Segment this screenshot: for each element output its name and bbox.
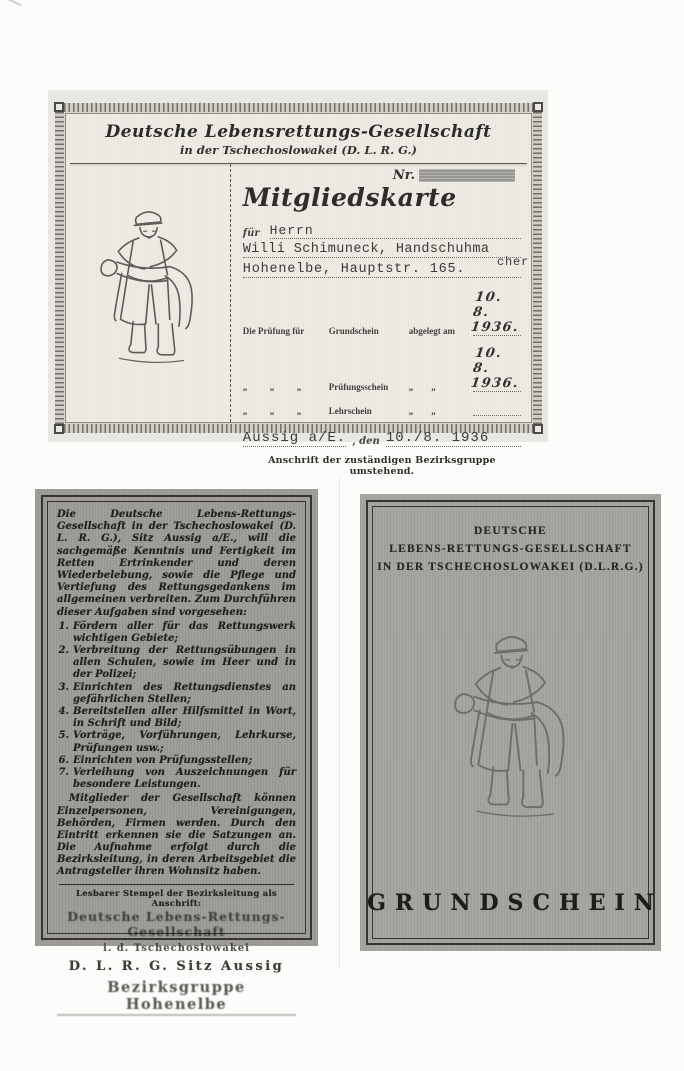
card-border <box>533 103 542 433</box>
page-fold-line <box>339 478 340 968</box>
member-address-line: Hohenelbe, Hauptstr. 165. cher <box>242 255 529 277</box>
card-type-title: Mitgliedskarte <box>242 183 457 212</box>
lifesaver-illustration <box>85 195 211 391</box>
page-frame-inner <box>367 506 663 939</box>
exam-row-lehrschein: „ „ „ Lehrschein „ „ <box>243 402 521 416</box>
card-body <box>65 113 532 477</box>
cover-illustration <box>436 576 586 890</box>
cover-title-line-1: DEUTSCHE <box>474 525 547 537</box>
statute-list-item: 3. Einrichten des Rettungsdienstes an gefährlichen Stellen; <box>58 681 296 705</box>
card-header <box>66 114 531 164</box>
statute-page <box>35 489 318 1014</box>
card-footer-note: Anschrift der zuständigen Bezirksgruppe umstehend. <box>268 455 496 477</box>
member-name-line: Willi Schimuneck, Handschuhma <box>243 242 521 258</box>
den-label: , den <box>352 436 380 447</box>
cover-title-line-3: IN DER TSCHECHOSLOWAKEI (D.L.R.G.) <box>377 560 644 573</box>
member-number-label: Nr. <box>392 168 415 183</box>
border-corner <box>54 424 64 434</box>
statute-paragraph-2: Mitglieder der Gesellschaft können Einzelpersonen, Vereinigungen, Behörden, Firmen werden. Durch den Eintritt erkennen sie die Satzungen an. Die Aufnahme erfolgt durch die Bezirksleitung, in deren Arbeitsgebiet die Antragsteller ihren Wohnsitz haben. <box>57 793 296 878</box>
cover-page <box>360 494 661 951</box>
salutation: Herrn <box>269 223 314 238</box>
statute-list-item: 2. Verbreitung der Rettungsübungen in allen Schulen, sowie im Heer und in der Polizei; <box>58 645 296 681</box>
stamp-divider <box>59 884 294 885</box>
statute-list-item: 7. Verleihung von Auszeichnungen für besondere Leistungen. <box>58 766 296 791</box>
statute-list-item: 1. Fördern aller für das Rettungswerk wichtigen Gebiete; <box>58 620 296 644</box>
place-date-line <box>243 430 521 447</box>
border-corner <box>54 102 64 112</box>
border-corner <box>533 102 543 112</box>
exam-table <box>243 290 521 416</box>
card-border <box>55 103 542 112</box>
exam-date-handwritten: 10. 8. 1936. <box>469 290 520 335</box>
stamp-caption: Lesbarer Stempel der Bezirksleitung als Anschrift: <box>76 887 277 908</box>
statute-list-item: 5. Vorträge, Vorführungen, Lehrkurse, Prüfungen usw.; <box>58 730 296 754</box>
fuer-label: für <box>242 228 260 239</box>
cover-title <box>377 523 643 576</box>
cover-title-line-2: LEBENS-RETTUNGS-GESELLSCHAFT <box>389 542 632 555</box>
cover-footer-grundschein: GRUNDSCHEIN <box>367 890 663 916</box>
page-frame-inner <box>47 501 306 1014</box>
exam-date-handwritten: 10. 8. 1936. <box>469 346 520 391</box>
issue-date: 10./8. 1936 <box>386 430 521 447</box>
scan-speck <box>6 0 21 6</box>
statute-list <box>57 621 296 792</box>
card-illustration-panel <box>66 164 231 422</box>
card-title: Deutsche Lebensrettungs-Gesellschaft <box>105 122 492 142</box>
exam-row-pruefungsschein: „ „ „ Prüfungsschein „ „ 10. 8. 1936. <box>243 346 521 392</box>
statute-list-item: 6. Einrichten von Prüfungsstellen; <box>58 754 253 766</box>
card-border <box>55 103 64 433</box>
district-stamp <box>57 909 296 1016</box>
exam-row-grundschein: Die Prüfung für Grundschein abgelegt am 10. 8. 1936. <box>243 290 521 336</box>
border-corner <box>533 424 543 434</box>
statute-list-item: 4. Bereitstellen aller Hilfsmittel in Wort, in Schrift und Bild; <box>58 706 296 730</box>
card-details-panel <box>231 164 531 477</box>
card-subtitle: in der Tschechoslowakei (D. L. R. G.) <box>180 143 417 157</box>
statute-paragraph-1: Die Deutsche Lebens-Rettungs-Gesellschaft in der Tschechoslowakei (D. L. R. G.), Sitz Aussig a/E., will die sachgemäße Kenntnis und Fertigkeit im Retten Ertrinkender und deren Wiederbelebung, sowie die Pflege und Vertiefung des Rettungsgedankens im allgemeinen verbreiten. Zum Durchführen dieser Aufgaben sind vorgesehen: <box>57 509 296 618</box>
member-number-redaction <box>419 169 515 182</box>
stamp-line-seat: D. L. R. G. Sitz Aussig <box>68 958 285 974</box>
stamp-line-organisation: Deutsche Lebens-Rettungs-Gesellschaft <box>67 909 286 940</box>
stamp-line-district: Bezirksgruppe Hohenelbe <box>57 979 296 1016</box>
page-frame <box>366 500 663 945</box>
membership-card <box>55 103 542 477</box>
member-name-wrap: cher <box>496 255 529 269</box>
page-frame <box>41 495 312 1014</box>
stamp-line-country: i. d. Tschechoslowakei <box>103 942 250 954</box>
issue-place: Aussig a/E. <box>242 430 347 446</box>
